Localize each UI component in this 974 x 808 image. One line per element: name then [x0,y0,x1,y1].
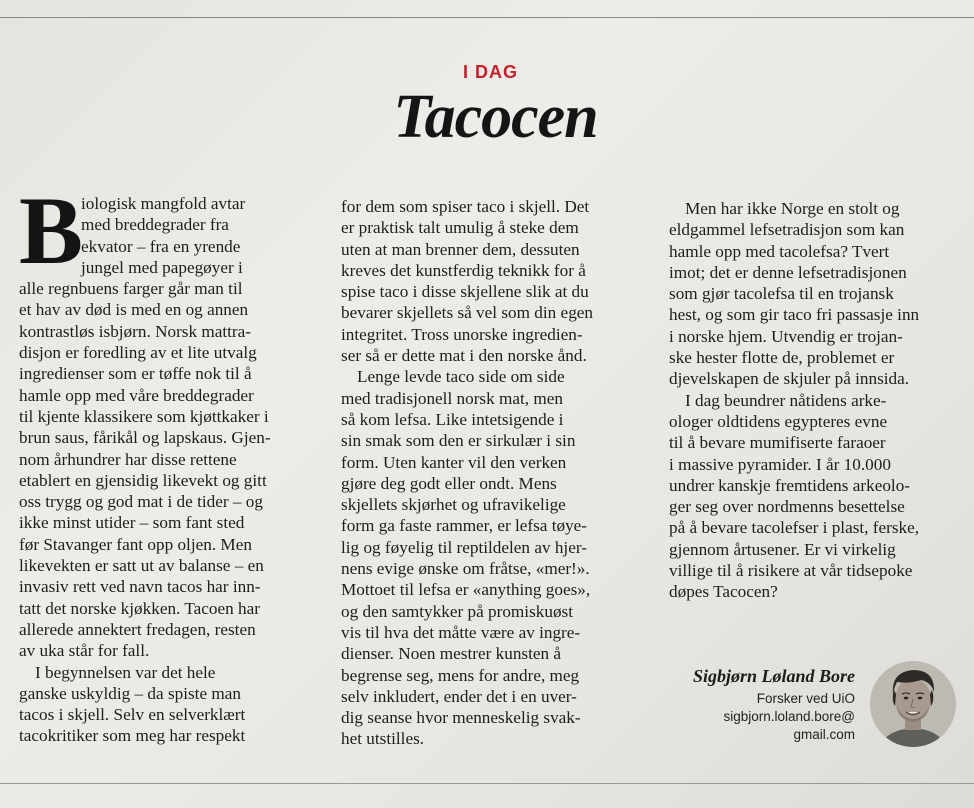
text-line: etablert en gjensidig likevekt og gitt [19,470,267,490]
text-line: vis til hva det måtte være av ingre- [341,622,581,642]
text-line: med breddegrader fra [81,215,229,235]
text-line: tacokritiker som meg har respekt [19,726,246,746]
text-line: spise taco i disse skjellene slik at du [341,282,589,302]
text-line: Lenge levde taco side om side [357,367,565,387]
text-line: er praktisk talt umulig å steke dem [341,218,579,238]
text-line: Mottoet til lefsa er «anything goes», [341,580,591,600]
top-rule [0,17,974,18]
text-line: kreves det kunstferdig teknikk for å [341,260,586,280]
text-line: så kom lefsa. Like intetsigende i [341,409,564,429]
text-line: bevarer skjellets så vel som din egen [341,303,594,323]
text-line: ger seg over nordmenns besettelse [669,497,905,517]
text-line: ologer oldtidens egypteres evne [669,411,888,431]
text-line: lig og føyelig til reptildelen av hjer- [341,537,587,557]
text-line: ser så er dette mat i den norske ånd. [341,346,587,366]
author-byline [655,664,855,744]
text-line: nom århundrer har disse rettene [19,449,237,469]
text-line: villige til å risikere at vår tidsepoke [669,561,913,581]
article-column-3 [669,198,969,603]
text-line: og den samtykker på promiskuøst [341,601,573,621]
text-line: Men har ikke Norge en stolt og [685,199,900,218]
text-line: gjennom årtusener. Er vi virkelig [669,539,896,559]
text-line: for dem som spiser taco i skjell. Det [341,197,590,216]
text-line: før Stavanger fant opp oljen. Men [19,534,252,554]
text-line: tatt det norske kjøkken. Tacoen har [19,598,260,618]
text-line: integritet. Tross unorske ingredien- [341,324,583,344]
text-line: uten at man brenner dem, dessuten [341,239,580,259]
text-line: hest, og som gir taco fri passasje inn [669,305,920,325]
bottom-rule [0,783,974,784]
text-line: på å bevare tacolefser i plast, ferske, [669,518,920,538]
text-line: døpes Tacocen? [669,582,778,602]
text-line: selv inkludert, ender det i en uver- [341,686,577,706]
text-line: nens evige ønske om fråtse, «mer!». [341,559,590,579]
text-line: het utstilles. [341,729,425,749]
author-portrait [869,660,957,748]
text-line: imot; det er denne lefsetradisjonen [669,262,907,282]
drop-cap: B [19,177,84,284]
text-line: kontrastløs isbjørn. Norsk mattra- [19,321,251,341]
text-line: oss trygg og god mat i de tider – og [19,492,263,512]
text-line: jungel med papegøyer i [81,257,243,277]
text-line: med tradisjonell norsk mat, men [341,388,563,408]
text-line: eldgammel lefsetradisjon som kan [669,220,905,240]
text-line: I begynnelsen var det hele [35,662,216,682]
text-line: likevekten er satt ut av balanse – en [19,556,264,576]
text-line: hamle opp med våre breddegrader [19,385,254,405]
text-line: skjellets skjørhet og ufravikelige [341,495,566,515]
text-line: brun saus, fårikål og lapskaus. Gjen- [19,428,271,448]
author-email-line-1: sigbjorn.loland.bore@ [723,709,855,724]
text-line: alle regnbuens farger går man til [19,279,243,299]
text-line: form. Uten kanter vil den verken [341,452,567,472]
section-kicker: I DAG [462,62,518,82]
text-line: djevelskapen de skjuler på innsida. [669,369,910,389]
text-line: begrense seg, mens for andre, meg [341,665,580,685]
text-line: et hav av død is med en og annen [19,300,249,320]
author-role: Forsker ved UiO [756,691,855,706]
text-line: disjon er foredling av et lite utvalg [19,343,257,363]
text-line: ekvator – fra en yrende [81,236,241,256]
author-name: Sigbjørn Løland Bore [692,666,855,686]
headline: Tacocen [393,83,598,151]
text-line: i norske hjem. Utvendig er trojan- [669,326,903,346]
author-email-line-2: gmail.com [793,727,855,742]
text-line: ingredienser som er tøffe nok til å [19,364,252,384]
text-line: ganske uskyldig – da spiste man [19,683,241,703]
text-line: hamle opp med tacolefsa? Tvert [669,241,890,261]
text-line: sin smak som den er sirkulær i sin [341,431,576,451]
text-line: allerede annektert fredagen, resten [19,619,256,639]
text-line: av uka står for fall. [19,641,150,661]
text-line: som gjør tacolefsa til en trojansk [669,284,894,304]
article-column-1 [19,177,319,747]
text-line: iologisk mangfold avtar [81,194,246,213]
text-line: ske hester flotte de, problemet er [669,348,895,368]
text-line: gjøre deg godt eller ondt. Mens [341,473,557,493]
text-line: I dag beundrer nåtidens arke- [685,390,887,410]
text-line: invasiv rett ved navn tacos har inn- [19,577,261,597]
text-line: tacos i skjell. Selv en selverklært [19,705,246,725]
text-line: undrer kanskje fremtidens arkeolo- [669,475,911,495]
text-line: i massive pyramider. I år 10.000 [669,454,891,474]
text-line: dienser. Noen mestrer kunsten å [341,644,562,664]
text-line: til å bevare mumifiserte faraoer [669,433,886,453]
text-line: til kjente klassikere som kjøttkaker i [19,406,269,426]
text-line: ikke minst utider – som fant sted [19,513,245,533]
text-line: form ga faste rammer, er lefsa tøye- [341,516,588,536]
text-line: dig seanse hvor menneskelig svak- [341,708,581,728]
article-column-2 [341,196,653,750]
